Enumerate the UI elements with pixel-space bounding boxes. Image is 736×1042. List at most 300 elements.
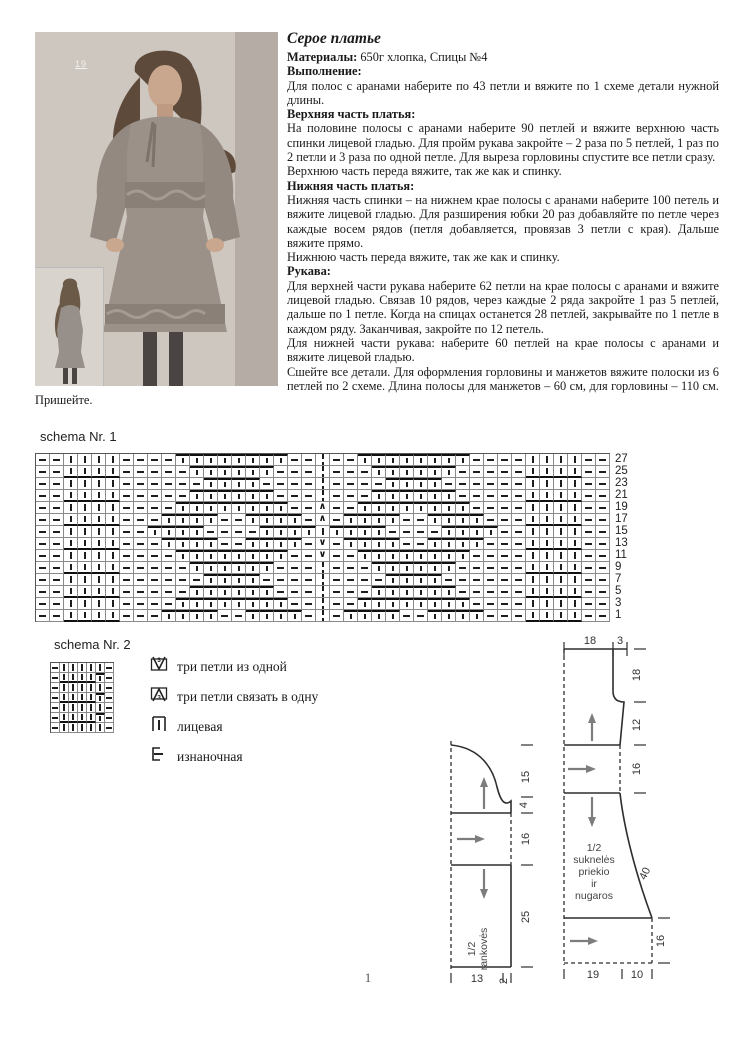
chart-cell: [148, 610, 162, 622]
chart-cell: [190, 586, 204, 598]
chart-cell: [540, 514, 554, 526]
chart-cell: [274, 490, 288, 502]
chart-cell: [134, 502, 148, 514]
chart-cell: [274, 514, 288, 526]
chart-cell: [64, 550, 78, 562]
chart-cell: [106, 502, 120, 514]
chart-cell: [470, 586, 484, 598]
legend-item: [150, 745, 318, 768]
chart-cell: [92, 490, 106, 502]
chart-cell: [596, 478, 610, 490]
body-paragraph: Для полос с аранами наберите по 43 петли и вяжите по 1 схеме детали нужной длины.: [287, 78, 719, 107]
chart-cell: [386, 502, 400, 514]
chart-cell: [414, 610, 428, 622]
schema1-row-numbers: [615, 453, 628, 621]
chart-cell: [260, 502, 274, 514]
chart-cell: [60, 663, 69, 673]
chart-cell: [260, 610, 274, 622]
chart-cell: [596, 574, 610, 586]
schema2-label: schema Nr. 2: [54, 637, 131, 652]
chart-cell: [218, 574, 232, 586]
chart-cell: [386, 574, 400, 586]
chart-cell: [302, 562, 316, 574]
chart-cell: [358, 562, 372, 574]
chart-cell: [414, 526, 428, 538]
chart-cell: [400, 502, 414, 514]
sleeve-measure-4: 4: [518, 801, 530, 809]
chart-cell: [484, 478, 498, 490]
chart-cell: [484, 586, 498, 598]
chart-cell: [554, 550, 568, 562]
chart-cell: [554, 466, 568, 478]
chart-cell: [204, 526, 218, 538]
dress-measure-16-band: 16: [655, 934, 667, 948]
chart-cell: [526, 490, 540, 502]
chart-cell: [87, 673, 96, 683]
chart-cell: [554, 490, 568, 502]
chart-cell: [274, 550, 288, 562]
chart-cell: [260, 490, 274, 502]
chart-cell: [64, 610, 78, 622]
chart-cell: [162, 514, 176, 526]
chart-cell: [344, 562, 358, 574]
chart-cell: [568, 514, 582, 526]
chart-cell: [568, 454, 582, 466]
chart-cell: [105, 713, 114, 723]
chart-cell: [428, 610, 442, 622]
chart-cell: [568, 598, 582, 610]
chart-cell: [232, 562, 246, 574]
sleeve-caption-line1: 1/2: [466, 941, 478, 957]
chart-cell: [134, 514, 148, 526]
chart-cell: [330, 514, 344, 526]
chart-cell: [176, 514, 190, 526]
chart-cell: [232, 574, 246, 586]
chart-cell: [51, 663, 60, 673]
chart-cell: [400, 526, 414, 538]
chart-cell: [50, 538, 64, 550]
chart-cell: [106, 526, 120, 538]
chart-cell: [78, 502, 92, 514]
chart-cell: [512, 538, 526, 550]
chart-cell: [344, 574, 358, 586]
chart-cell: [498, 526, 512, 538]
chart-cell: [316, 466, 330, 478]
chart-cell: [358, 526, 372, 538]
chart-cell: [176, 490, 190, 502]
chart-cell: [316, 454, 330, 466]
chart-cell: [204, 538, 218, 550]
chart-cell: [64, 526, 78, 538]
chart-cell: [316, 598, 330, 610]
chart-cell: [512, 598, 526, 610]
chart-cell: [148, 526, 162, 538]
chart-cell: [442, 478, 456, 490]
chart-cell: [51, 673, 60, 683]
chart-cell: [400, 598, 414, 610]
chart-cell: [78, 478, 92, 490]
chart-cell: [386, 610, 400, 622]
chart-cell: [78, 526, 92, 538]
chart-row-number: 25: [615, 465, 628, 477]
chart-cell: [162, 466, 176, 478]
chart-cell: [78, 454, 92, 466]
chart-cell: [498, 454, 512, 466]
chart-cell: [246, 562, 260, 574]
chart-cell: [330, 526, 344, 538]
chart-cell: [414, 538, 428, 550]
chart-cell: [51, 683, 60, 693]
chart-cell: [78, 673, 87, 683]
sleeve-caption-line2: rankovės: [478, 927, 490, 971]
legend-item: [150, 685, 318, 708]
svg-text:3: 3: [157, 657, 161, 664]
chart-cell: [69, 723, 78, 733]
chart-cell: [51, 703, 60, 713]
chart-cell: [400, 466, 414, 478]
chart-cell: [190, 562, 204, 574]
chart-cell: [60, 713, 69, 723]
chart-cell: [78, 610, 92, 622]
chart-cell: [87, 693, 96, 703]
chart-cell: [596, 490, 610, 502]
chart-cell: [218, 586, 232, 598]
chart-cell: [302, 514, 316, 526]
chart-cell: [386, 478, 400, 490]
chart-cell: [302, 478, 316, 490]
chart-cell: [596, 550, 610, 562]
chart-cell: [442, 550, 456, 562]
chart-cell: [246, 466, 260, 478]
chart-cell: [554, 526, 568, 538]
chart-cell: [470, 514, 484, 526]
chart-cell: [274, 478, 288, 490]
chart-cell: [232, 502, 246, 514]
chart-cell: [105, 673, 114, 683]
chart-cell: [148, 478, 162, 490]
chart-cell: [176, 610, 190, 622]
chart-cell: [246, 538, 260, 550]
dress-measure-19: 19: [586, 969, 600, 981]
chart-cell: [330, 550, 344, 562]
chart-cell: [386, 538, 400, 550]
chart-legend: [150, 655, 318, 775]
chart-cell: [442, 466, 456, 478]
chart-cell: [106, 466, 120, 478]
chart-cell: [204, 610, 218, 622]
chart-cell: [540, 478, 554, 490]
chart-cell: [246, 490, 260, 502]
chart-cell: [36, 550, 50, 562]
chart-cell: [105, 723, 114, 733]
chart-cell: [50, 586, 64, 598]
chart-cell: [92, 562, 106, 574]
chart-cell: [204, 550, 218, 562]
chart-row-number: 11: [615, 549, 627, 561]
sleeve-measure-16: 16: [520, 832, 532, 846]
dress-measure-18-side: 18: [631, 668, 643, 682]
chart-cell: [60, 693, 69, 703]
sleeve-measure-2: 2: [498, 977, 510, 985]
chart-cell: [246, 550, 260, 562]
chart-cell: [78, 598, 92, 610]
chart-cell: [50, 478, 64, 490]
chart-cell: [512, 610, 526, 622]
chart-cell: [442, 562, 456, 574]
chart-cell: [288, 610, 302, 622]
chart-cell: [190, 478, 204, 490]
chart-cell: [96, 683, 105, 693]
chart-cell: [442, 514, 456, 526]
chart-cell: [218, 562, 232, 574]
chart-cell: [50, 598, 64, 610]
chart-cell: [134, 586, 148, 598]
chart-cell: [162, 454, 176, 466]
chart-cell: [372, 550, 386, 562]
chart-cell: [428, 562, 442, 574]
chart-cell: [386, 598, 400, 610]
chart-cell: [120, 586, 134, 598]
chart-cell: [148, 598, 162, 610]
chart-row-number: 9: [615, 561, 622, 573]
chart-cell: [162, 550, 176, 562]
chart-cell: [134, 490, 148, 502]
chart-cell: [470, 610, 484, 622]
chart-cell: [302, 598, 316, 610]
chart-cell: [344, 478, 358, 490]
chart-cell: [92, 454, 106, 466]
chart-cell: [498, 478, 512, 490]
chart-cell: [498, 562, 512, 574]
chart-cell: [64, 538, 78, 550]
chart-cell: [148, 586, 162, 598]
chart-cell: [484, 574, 498, 586]
knit-stitch-icon: [150, 715, 177, 738]
chart-cell: [344, 598, 358, 610]
three-from-one-icon: [150, 655, 177, 678]
chart-cell: [540, 502, 554, 514]
chart-cell: [246, 454, 260, 466]
chart-cell: [596, 514, 610, 526]
chart-cell: [78, 713, 87, 723]
chart-cell: [106, 562, 120, 574]
chart-cell: [148, 454, 162, 466]
chart-cell: [148, 502, 162, 514]
chart-cell: [358, 538, 372, 550]
article: [35, 30, 719, 407]
chart-cell: [386, 466, 400, 478]
chart-cell: [92, 478, 106, 490]
chart-cell: [358, 610, 372, 622]
chart-cell: [512, 478, 526, 490]
chart-cell: [554, 610, 568, 622]
chart-cell: [596, 586, 610, 598]
dress-schematic: [548, 633, 688, 985]
chart-cell: [484, 538, 498, 550]
chart-cell: [274, 466, 288, 478]
chart-cell: [302, 574, 316, 586]
chart-cell: [512, 466, 526, 478]
chart-cell: [176, 466, 190, 478]
chart-cell: [582, 514, 596, 526]
chart-cell: [106, 598, 120, 610]
chart-cell: [64, 586, 78, 598]
section-heading: Выполнение:: [287, 64, 362, 79]
chart-cell: [484, 490, 498, 502]
chart-cell: [358, 550, 372, 562]
chart-cell: [274, 610, 288, 622]
chart-cell: [87, 703, 96, 713]
chart-cell: [134, 454, 148, 466]
chart-cell: [372, 490, 386, 502]
chart-cell: [484, 526, 498, 538]
chart-cell: [400, 586, 414, 598]
body-paragraph: Нижнюю часть переда вяжите, так же как и спинку.: [287, 250, 560, 265]
chart-cell: [442, 598, 456, 610]
schema1-grid: [35, 453, 610, 622]
chart-cell: [92, 502, 106, 514]
chart-cell: [260, 574, 274, 586]
chart-cell: [456, 454, 470, 466]
chart-cell: [92, 466, 106, 478]
chart-cell: [106, 538, 120, 550]
chart-cell: [120, 454, 134, 466]
chart-cell: [330, 586, 344, 598]
dress-measure-40: 40: [637, 865, 654, 882]
chart-cell: [134, 598, 148, 610]
chart-cell: [260, 562, 274, 574]
chart-cell: [442, 502, 456, 514]
chart-cell: [554, 514, 568, 526]
chart-cell: [372, 574, 386, 586]
chart-cell: [372, 610, 386, 622]
chart-cell: [218, 526, 232, 538]
chart-cell: [554, 562, 568, 574]
chart-cell: [78, 550, 92, 562]
chart-cell: [568, 562, 582, 574]
chart-cell: [260, 514, 274, 526]
chart-cell: [148, 538, 162, 550]
chart-cell: [148, 574, 162, 586]
chart-cell: [106, 514, 120, 526]
chart-cell: [372, 526, 386, 538]
chart-cell: ∨: [316, 550, 330, 562]
chart-cell: [400, 550, 414, 562]
chart-cell: [274, 562, 288, 574]
chart-cell: [106, 586, 120, 598]
chart-cell: [190, 598, 204, 610]
chart-cell: [260, 586, 274, 598]
chart-cell: [526, 478, 540, 490]
chart-cell: [60, 683, 69, 693]
chart-cell: [50, 610, 64, 622]
chart-cell: [120, 538, 134, 550]
chart-cell: [456, 538, 470, 550]
chart-cell: [105, 663, 114, 673]
chart-cell: [92, 526, 106, 538]
chart-cell: [568, 490, 582, 502]
chart-cell: [470, 550, 484, 562]
chart-cell: [330, 538, 344, 550]
chart-cell: [92, 598, 106, 610]
chart-cell: [260, 478, 274, 490]
chart-cell: [302, 454, 316, 466]
chart-cell: [78, 586, 92, 598]
chart-cell: [64, 490, 78, 502]
chart-cell: [372, 502, 386, 514]
chart-cell: [92, 586, 106, 598]
chart-cell: [176, 538, 190, 550]
chart-cell: [582, 526, 596, 538]
chart-cell: [442, 586, 456, 598]
chart-cell: [582, 466, 596, 478]
chart-cell: [204, 502, 218, 514]
chart-cell: [484, 454, 498, 466]
chart-cell: [232, 514, 246, 526]
chart-cell: [554, 454, 568, 466]
chart-cell: [372, 538, 386, 550]
chart-cell: [60, 673, 69, 683]
chart-cell: [330, 454, 344, 466]
chart-cell: [540, 526, 554, 538]
chart-cell: [498, 466, 512, 478]
chart-cell: [498, 514, 512, 526]
chart-cell: [218, 478, 232, 490]
chart-cell: [316, 610, 330, 622]
chart-cell: [92, 550, 106, 562]
chart-cell: [204, 598, 218, 610]
chart-cell: [442, 610, 456, 622]
chart-cell: [428, 526, 442, 538]
chart-cell: [232, 598, 246, 610]
dress-caption-line1: 1/2: [586, 842, 602, 854]
chart-cell: [232, 538, 246, 550]
legend-item: [150, 715, 318, 738]
chart-cell: [568, 466, 582, 478]
body-paragraph: Сшейте все детали. Для оформления горловины и манжетов вяжите полоски из 6 петлей по 2 схеме. Длина полосы для манжетов – 60 см, для горловины – 110 см. Пришейте.: [35, 364, 719, 408]
chart-cell: [260, 466, 274, 478]
chart-cell: [190, 502, 204, 514]
chart-cell: [470, 502, 484, 514]
chart-cell: [484, 466, 498, 478]
chart-cell: [288, 490, 302, 502]
chart-cell: [512, 502, 526, 514]
chart-cell: [470, 526, 484, 538]
chart-cell: [190, 550, 204, 562]
chart-cell: [596, 466, 610, 478]
chart-cell: [456, 610, 470, 622]
chart-cell: [372, 586, 386, 598]
chart-row-number: 15: [615, 525, 628, 537]
chart-cell: [51, 713, 60, 723]
chart-cell: [344, 502, 358, 514]
chart-cell: [96, 663, 105, 673]
chart-cell: [414, 574, 428, 586]
chart-cell: [246, 526, 260, 538]
chart-cell: [96, 723, 105, 733]
schema1-chart: [35, 453, 628, 622]
chart-cell: [106, 550, 120, 562]
chart-cell: [36, 454, 50, 466]
legend-label: три петли из одной: [177, 658, 287, 674]
chart-cell: [106, 490, 120, 502]
chart-cell: [288, 538, 302, 550]
chart-cell: [162, 562, 176, 574]
body-paragraph: Для верхней части рукава наберите 62 петли на крае полосы с аранами и вяжите лицевой гладью. Связав 10 рядов, через каждые 2 ряда закройте 1 раз 5 петлей, дальше по 1 петле. Когда на спицах останется 28 петлей, закрывайте по 1 петле в каждом ряду. Заканчивая, закройте по 12 петель.: [287, 278, 719, 336]
chart-cell: [442, 454, 456, 466]
chart-cell: [414, 586, 428, 598]
chart-cell: [358, 466, 372, 478]
